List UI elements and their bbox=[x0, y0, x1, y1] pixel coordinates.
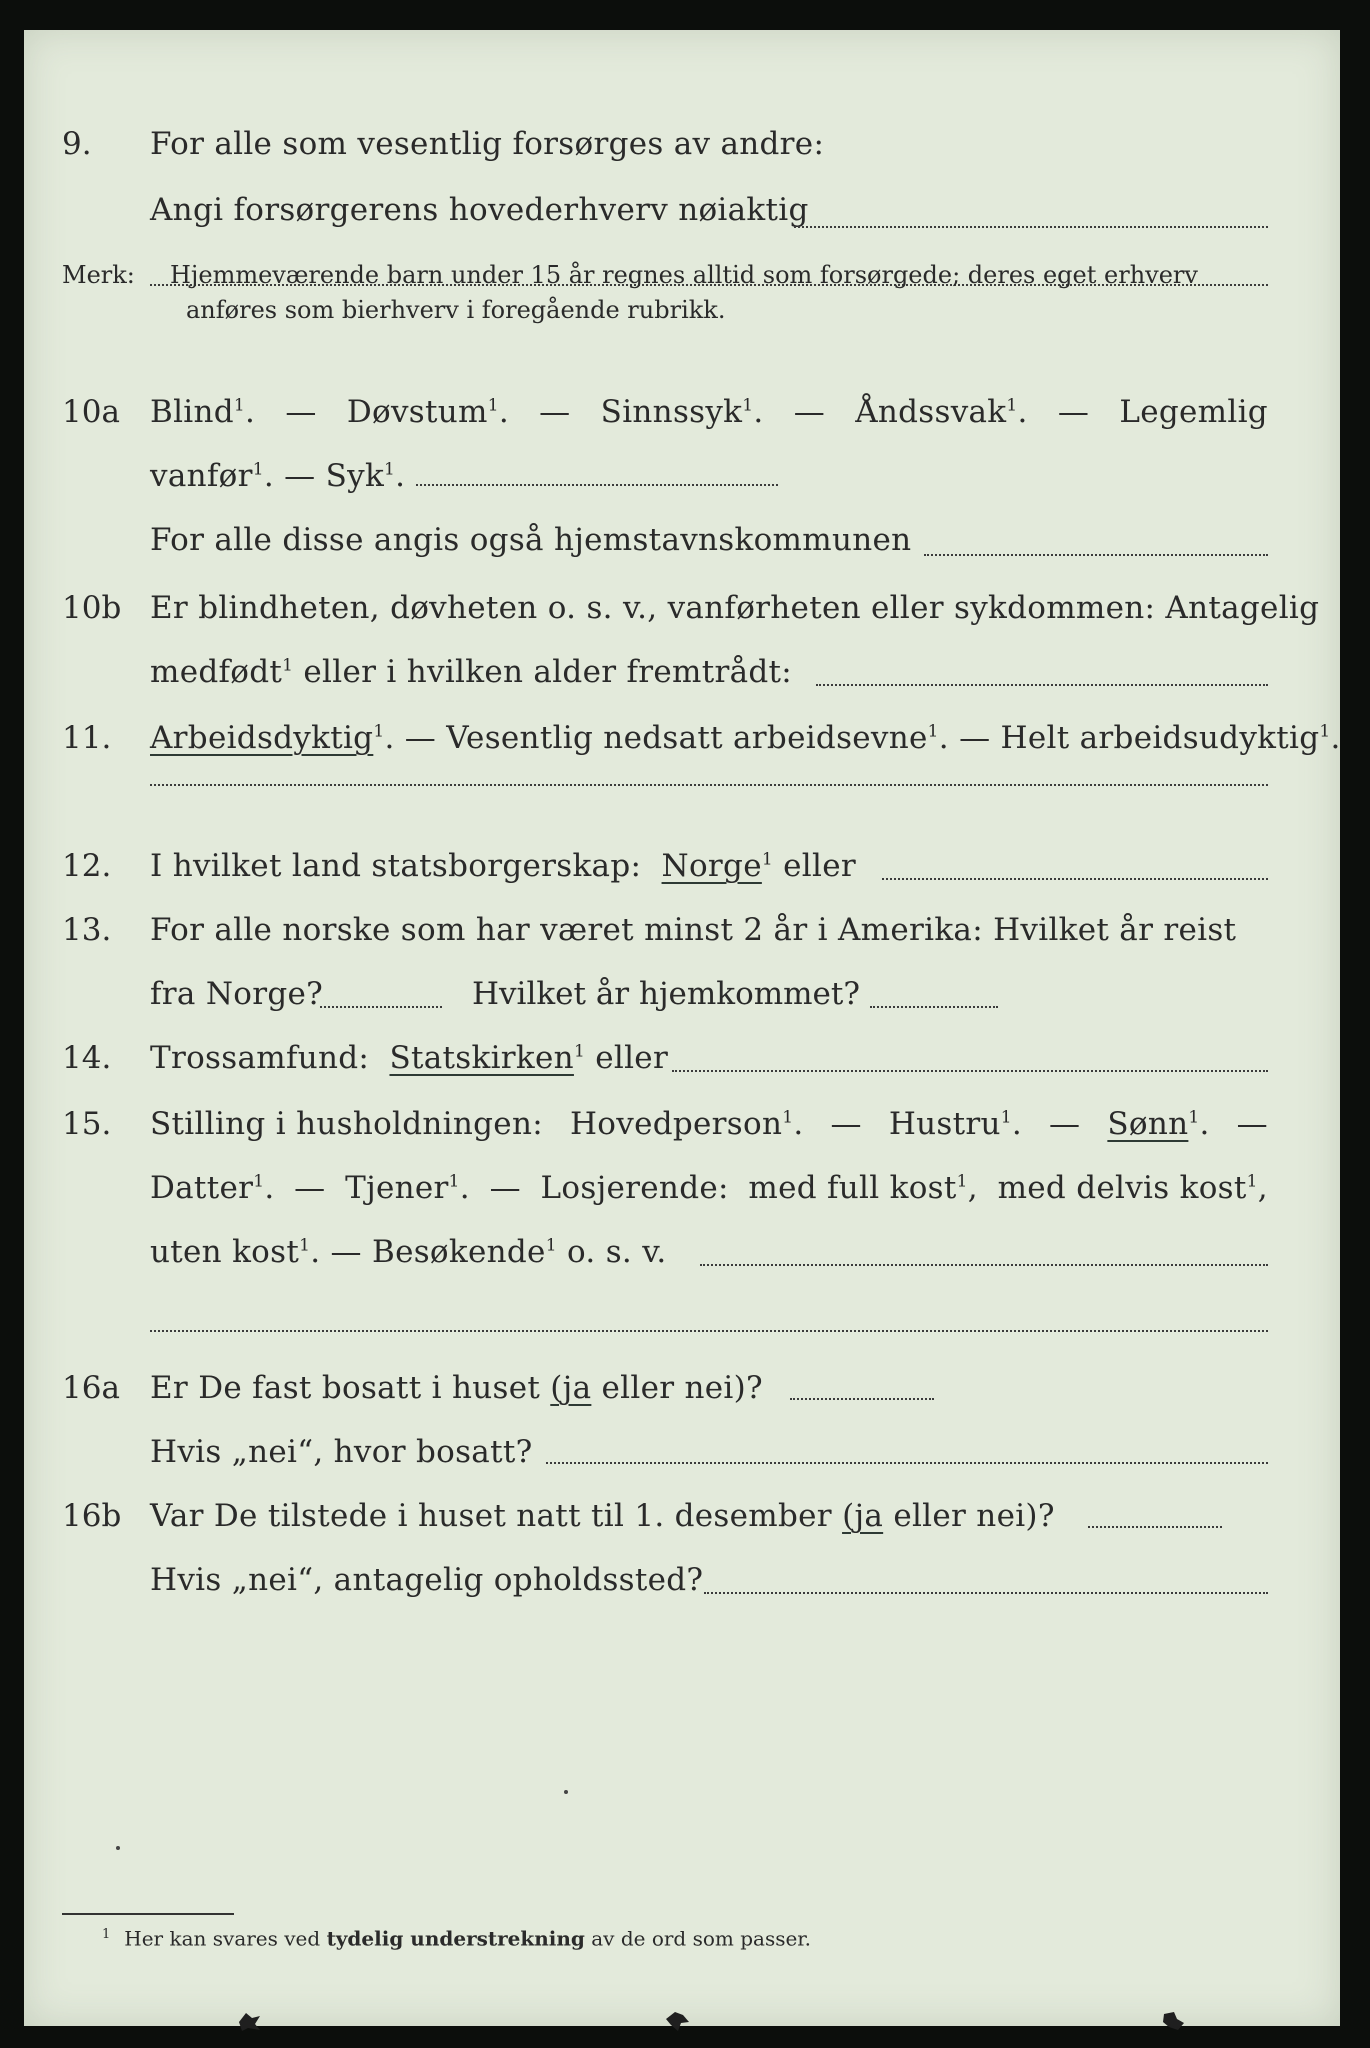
footnote-rule bbox=[62, 1913, 234, 1915]
footnote-ref: 1 bbox=[927, 721, 939, 742]
question-text: eller bbox=[783, 848, 856, 884]
question-text: For alle som vesentlig forsørges av andre: bbox=[150, 126, 825, 162]
option-text[interactable]: Sønn bbox=[1107, 1106, 1189, 1142]
question-16b-line2 bbox=[24, 1550, 1340, 1610]
option-text[interactable]: Arbeidsdyktig bbox=[150, 720, 374, 756]
census-form-page bbox=[24, 30, 1340, 2026]
footnote-ref: 1 bbox=[448, 1171, 460, 1192]
question-10b-line2 bbox=[24, 642, 1340, 702]
option-text[interactable]: (ja bbox=[842, 1498, 884, 1534]
option-text[interactable]: Datter bbox=[150, 1170, 254, 1206]
option-text[interactable]: Sinnssyk bbox=[600, 394, 743, 430]
option-text[interactable]: Besøkende bbox=[372, 1234, 546, 1270]
question-text: fra Norge? bbox=[150, 976, 324, 1012]
footnote-text: av de ord som passer. bbox=[591, 1926, 812, 1951]
question-10a-line2: vanfør$^1$. — Syk$^1$. bbox=[150, 458, 406, 494]
question-text: Hvis „nei“, antagelig opholdssted? bbox=[150, 1562, 704, 1598]
footnote-ref: 1 bbox=[487, 395, 499, 416]
question-text: Er blindheten, døvheten o. s. v., vanførheten eller sykdommen: Antagelig bbox=[150, 590, 1320, 626]
question-number: 9. bbox=[62, 126, 92, 162]
option-text[interactable]: Norge bbox=[661, 848, 762, 884]
paper-speck bbox=[564, 1790, 568, 1794]
option-text[interactable]: med delvis kost bbox=[997, 1170, 1247, 1206]
footnote-number: 1 bbox=[102, 1927, 111, 1942]
question-16b bbox=[24, 1486, 1340, 1546]
option-text[interactable]: uten kost bbox=[150, 1234, 300, 1270]
question-text: Hvilket år hjemkommet? bbox=[472, 976, 860, 1012]
note-label: Merk: bbox=[62, 261, 135, 289]
option-text[interactable]: Døvstum bbox=[346, 394, 488, 430]
question-15-line3: uten kost$^1$. — Besøkende$^1$ o. s. v. bbox=[150, 1234, 667, 1270]
footnote-ref: 1 bbox=[233, 395, 246, 416]
answer-line[interactable] bbox=[416, 484, 778, 486]
option-text[interactable]: vanfør bbox=[150, 458, 253, 494]
option-text[interactable]: Vesentlig nedsatt arbeidsevne bbox=[446, 720, 928, 756]
option-text[interactable]: Hovedperson bbox=[569, 1106, 783, 1142]
question-10a-line3 bbox=[24, 510, 1340, 570]
registration-mark-icon bbox=[1160, 2010, 1186, 2032]
note-text: anføres som bierhverv i foregående rubrikk. bbox=[186, 296, 726, 324]
footnote-ref: 1 bbox=[761, 849, 773, 870]
question-text: Trossamfund: bbox=[150, 1040, 370, 1076]
question-text: o. s. v. bbox=[566, 1234, 667, 1270]
answer-line[interactable] bbox=[870, 1006, 998, 1008]
answer-line[interactable] bbox=[150, 1330, 1268, 1332]
question-number: 16a bbox=[62, 1370, 120, 1406]
footnote-ref: 1 bbox=[252, 459, 264, 480]
question-14 bbox=[24, 1028, 1340, 1088]
answer-line[interactable] bbox=[882, 878, 1268, 880]
footnote-ref: 1 bbox=[1319, 721, 1331, 742]
question-text: Stilling i husholdningen: bbox=[150, 1106, 543, 1142]
footnote-ref: 1 bbox=[1006, 395, 1018, 416]
answer-line[interactable] bbox=[320, 1006, 442, 1008]
footnote-ref: 1 bbox=[253, 1171, 265, 1192]
question-number: 13. bbox=[62, 912, 112, 948]
question-11: 11. Arbeidsdyktig$^1$. — Vesentlig nedsatt arbeidsevne$^1$. — Helt arbeidsudyktig$^1$. bbox=[24, 708, 1340, 768]
footnote-ref: 1 bbox=[956, 1171, 968, 1192]
question-number: 10a bbox=[62, 394, 120, 430]
question-number: 12. bbox=[62, 848, 112, 884]
option-text[interactable]: med full kost bbox=[748, 1170, 957, 1206]
option-text[interactable]: medfødt bbox=[150, 654, 283, 690]
question-text: eller i hvilken alder fremtrådt: bbox=[303, 654, 793, 690]
option-text[interactable]: Tjener bbox=[345, 1170, 449, 1206]
question-number: 16b bbox=[62, 1498, 122, 1534]
question-16a bbox=[24, 1358, 1340, 1418]
question-15-line2: Datter$^1$. — Tjener$^1$. — Losjerende: med full kost$^1$, med delvis kost$^1$, bbox=[24, 1158, 1340, 1218]
question-15: 15. Stilling i husholdningen: Hovedperson$^1$. — Hustru$^1$. — Sønn$^1$. — bbox=[24, 1094, 1340, 1154]
question-text: eller bbox=[595, 1040, 669, 1076]
answer-line[interactable] bbox=[924, 554, 1268, 556]
option-text[interactable]: Åndssvak bbox=[855, 394, 1007, 430]
registration-mark-icon bbox=[664, 2010, 690, 2032]
answer-line[interactable] bbox=[546, 1462, 1268, 1464]
footnote-ref: 1 bbox=[782, 1107, 794, 1128]
footnote-ref: 1 bbox=[1188, 1107, 1200, 1128]
footnote-ref: 1 bbox=[742, 395, 754, 416]
question-number: 15. bbox=[62, 1106, 112, 1142]
option-text[interactable]: Statskirken bbox=[389, 1040, 574, 1076]
question-16a-line2 bbox=[24, 1422, 1340, 1482]
footnote-ref: 1 bbox=[573, 1041, 586, 1062]
option-text[interactable]: Syk bbox=[325, 458, 385, 494]
footnote bbox=[102, 1920, 811, 1954]
question-10a: 10a Blind$^1$. — Døvstum$^1$. — Sinnssyk$^1$. — Åndssvak$^1$. — Legemlig bbox=[24, 382, 1340, 442]
question-text: I hvilket land statsborgerskap: bbox=[150, 848, 642, 884]
option-text[interactable]: Hustru bbox=[888, 1106, 1001, 1142]
question-10b bbox=[24, 578, 1340, 638]
question-text: eller nei)? bbox=[601, 1370, 763, 1406]
footnote-ref: 1 bbox=[1246, 1171, 1258, 1192]
paper-speck bbox=[116, 1846, 120, 1850]
question-text: eller nei)? bbox=[893, 1498, 1055, 1534]
footnote-ref: 1 bbox=[1000, 1107, 1012, 1128]
answer-line[interactable] bbox=[704, 1592, 1268, 1594]
question-number: 10b bbox=[62, 590, 122, 626]
footnote-emphasis: tydelig understrekning bbox=[326, 1926, 585, 1951]
answer-line[interactable] bbox=[790, 1398, 934, 1400]
answer-line[interactable] bbox=[672, 1070, 1268, 1072]
question-text: Losjerende: bbox=[540, 1170, 729, 1206]
option-text[interactable]: Helt arbeidsudyktig bbox=[1000, 720, 1320, 756]
footnote-text: Her kan svares ved bbox=[124, 1926, 321, 1951]
question-13 bbox=[24, 900, 1340, 960]
question-text: Var De tilstede i huset natt til 1. desember bbox=[150, 1498, 832, 1534]
question-text: For alle norske som har været minst 2 år i Amerika: Hvilket år reist bbox=[150, 912, 1237, 948]
question-9 bbox=[24, 114, 1340, 174]
answer-line[interactable] bbox=[700, 1264, 1268, 1266]
option-text[interactable]: Blind bbox=[150, 394, 234, 430]
option-text[interactable]: (ja bbox=[550, 1370, 592, 1406]
question-9-line2 bbox=[24, 180, 1340, 240]
question-text: Hvis „nei“, hvor bosatt? bbox=[150, 1434, 533, 1470]
answer-line[interactable] bbox=[1088, 1526, 1222, 1528]
question-text: Angi forsørgerens hovederhverv nøiaktig bbox=[150, 192, 809, 228]
question-13-line2 bbox=[24, 964, 1340, 1024]
footnote-ref: 1 bbox=[545, 1235, 557, 1256]
note-text: Hjemmeværende barn under 15 år regnes alltid som forsørgede; deres eget erhverv bbox=[170, 261, 1198, 289]
footnote-ref: 1 bbox=[282, 655, 294, 676]
answer-line[interactable] bbox=[794, 226, 1268, 228]
question-12 bbox=[24, 836, 1340, 896]
footnote-ref: 1 bbox=[384, 459, 396, 480]
footnote-ref: 1 bbox=[299, 1235, 311, 1256]
question-text: Er De fast bosatt i huset bbox=[150, 1370, 541, 1406]
question-text: For alle disse angis også hjemstavnskommunen bbox=[150, 522, 912, 558]
answer-line[interactable] bbox=[150, 784, 1268, 786]
option-text[interactable]: Legemlig bbox=[1119, 394, 1268, 430]
answer-line[interactable] bbox=[816, 684, 1268, 686]
question-number: 11. bbox=[62, 720, 112, 756]
footnote-ref: 1 bbox=[373, 721, 385, 742]
registration-mark-icon bbox=[236, 2010, 262, 2032]
question-number: 14. bbox=[62, 1040, 112, 1076]
